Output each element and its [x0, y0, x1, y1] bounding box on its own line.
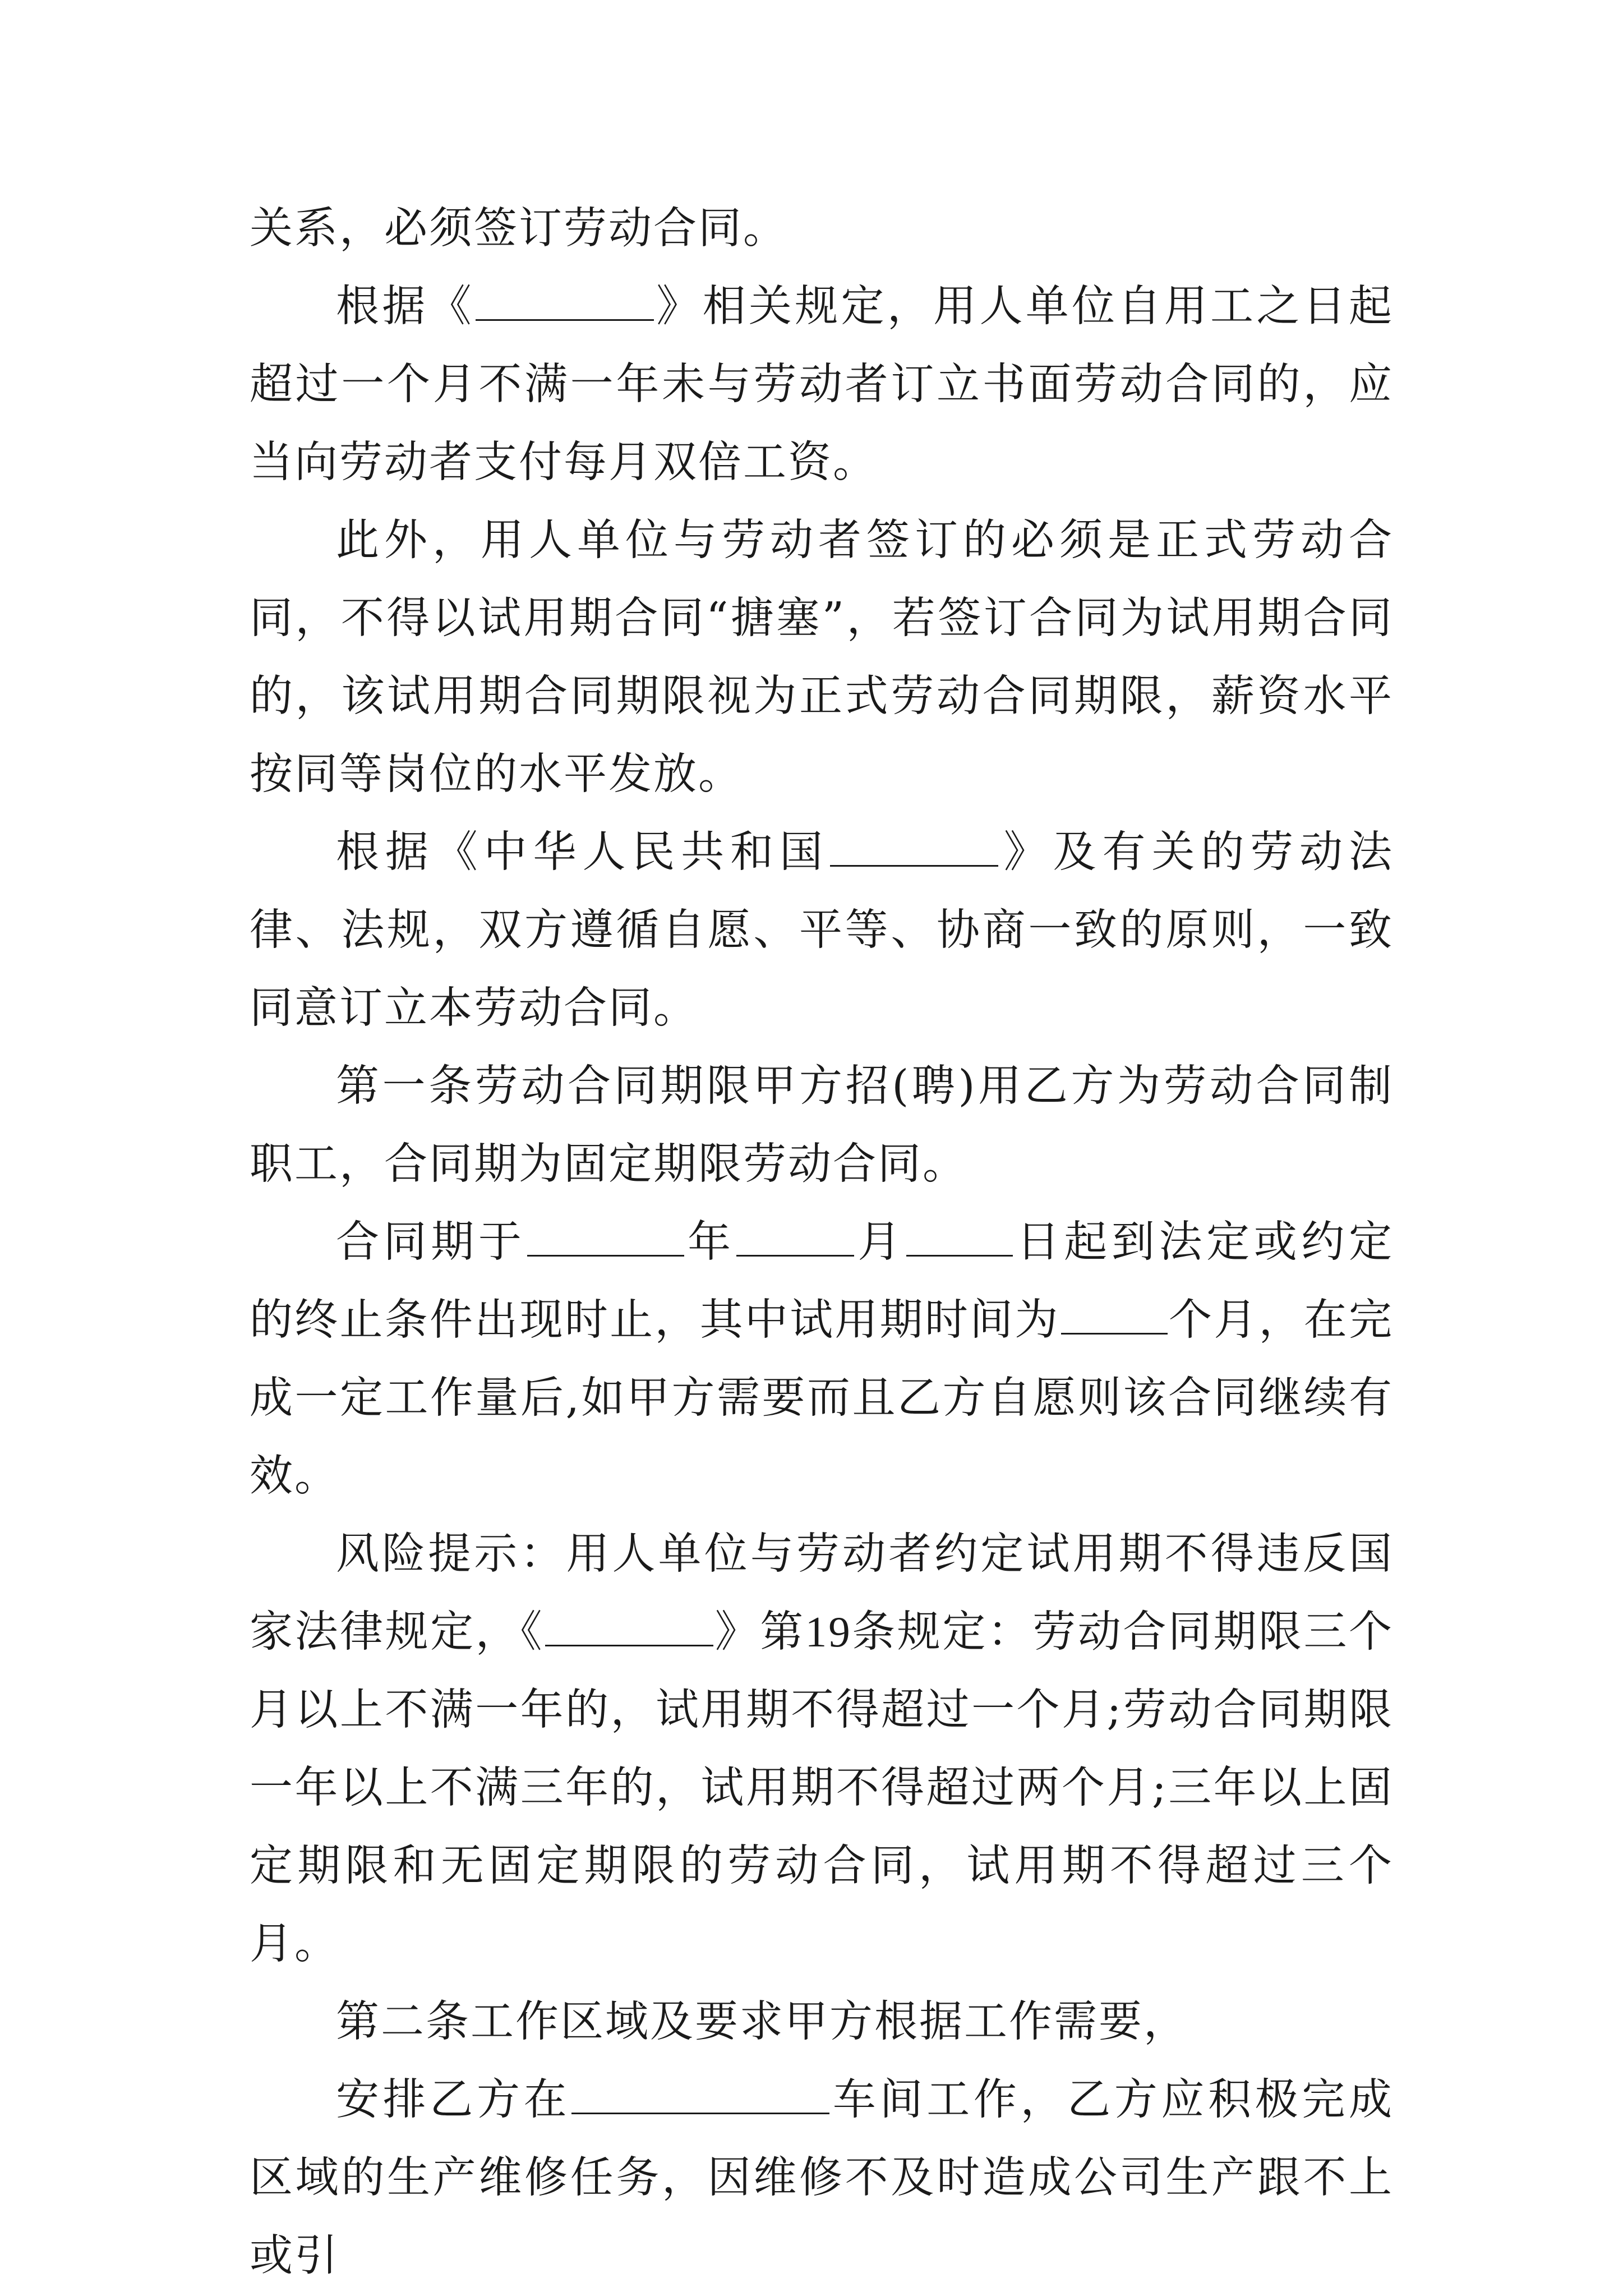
text-segment: 日起到法定或约定的终止条件出现时止，其中试用期时间为: [250, 1217, 1394, 1345]
blank-year: [527, 1221, 684, 1257]
text-segment: 风险提示：用人单位与劳动者约定试用期不得违反国家法律规定，《: [250, 1529, 1394, 1657]
blank-month: [736, 1221, 854, 1257]
contract-body: [250, 190, 1394, 2295]
blank-workshop: [571, 2079, 829, 2114]
text-segment: 年: [685, 1217, 735, 1267]
text-segment: 根据《中华人民共和国: [336, 827, 829, 877]
blank-fill-line: [830, 831, 998, 867]
text-segment: 第二条工作区域及要求甲方根据工作需要，: [336, 1997, 1188, 2047]
text-segment: 根据《: [336, 282, 474, 332]
paragraph-work-assignment: [250, 2061, 1394, 2295]
paragraph-risk-notice: [250, 1515, 1394, 1983]
paragraph-double-wage-rule: [250, 268, 1394, 501]
text-segment: 》及有关的劳动法律、法规，双方遵循自愿、平等、协商一致的原则，一致同意订立本劳动合同。: [250, 827, 1394, 1033]
blank-day: [906, 1221, 1013, 1257]
text-segment: 安排乙方在: [336, 2075, 571, 2125]
paragraph-article-1: [250, 1047, 1394, 1203]
text-segment: 月: [855, 1217, 905, 1267]
blank-fill-line: [476, 286, 654, 321]
paragraph-contract-period: [250, 1203, 1394, 1515]
paragraph-legal-basis: [250, 813, 1394, 1047]
paragraph-article-2: [250, 1983, 1394, 2061]
text-segment: 第一条劳动合同期限甲方招(聘)用乙方为劳动合同制职工，合同期为固定期限劳动合同。: [250, 1061, 1394, 1189]
text-segment: 合同期于: [336, 1217, 526, 1267]
text-segment: 此外，用人单位与劳动者签订的必须是正式劳动合同，不得以试用期合同“搪塞”，若签订合同为试用期合同的，该试用期合同期限视为正式劳动合同期限，薪资水平按同等岗位的水平发放。: [250, 516, 1394, 799]
blank-fill-line: [545, 1611, 713, 1646]
blank-probation-months: [1061, 1299, 1168, 1335]
text-segment: 》第: [714, 1607, 805, 1657]
paragraph-formal-contract: [250, 501, 1394, 813]
text-segment: 条规定：劳动合同期限三个月以上不满一年的，试用期不得超过一个月;劳动合同期限一年以上不满三年的，试用期不得超过两个月;三年以上固定期限和无固定期限的劳动合同，试用期不得超过三个月。: [250, 1607, 1394, 1969]
text-segment: 个月，在完成一定工作量后,如甲方需要而且乙方自愿则该合同继续有效。: [250, 1295, 1394, 1501]
paragraph-continuation: [250, 190, 1394, 268]
article-number: 19: [805, 1608, 852, 1656]
text-segment: 关系，必须签订劳动合同。: [250, 204, 788, 254]
text-segment: 车间工作，乙方应积极完成区域的生产维修任务，因维修不及时造成公司生产跟不上或引: [250, 2075, 1394, 2281]
text-segment: 》相关规定，用人单位自用工之日起超过一个月不满一年未与劳动者订立书面劳动合同的，应当向劳动者支付每月双倍工资。: [250, 282, 1394, 487]
